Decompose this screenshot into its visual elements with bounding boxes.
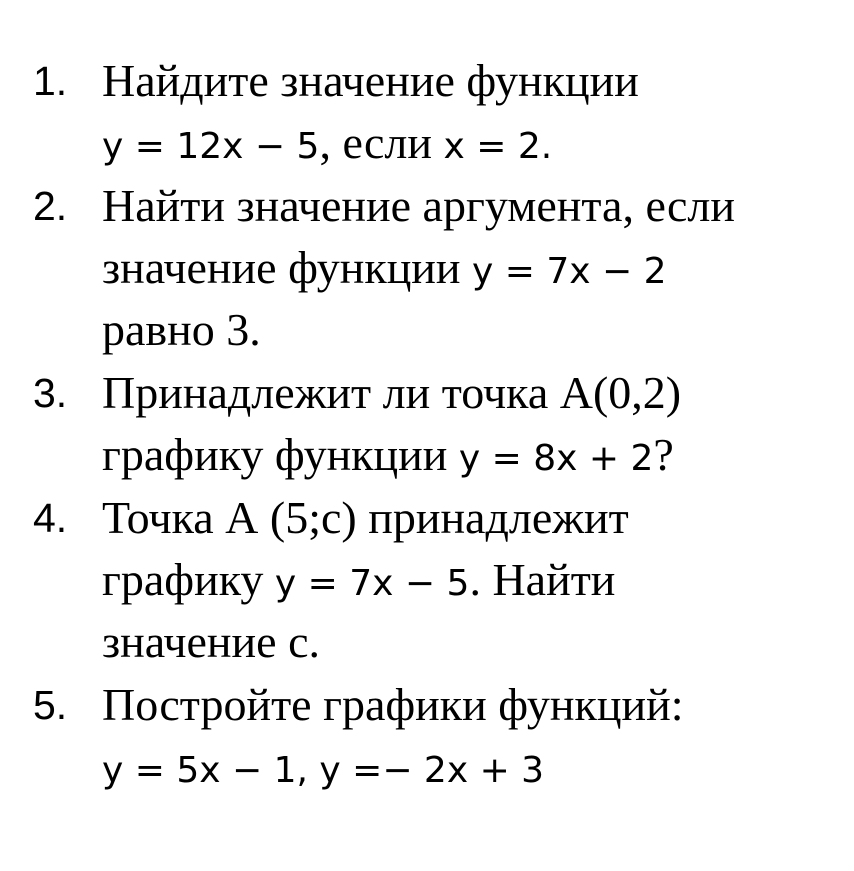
task-text-line	[102, 299, 854, 361]
task-text: Принадлежит ли точка А(0,2)	[102, 367, 682, 418]
task-number: 3.	[33, 370, 68, 416]
task-text-line	[102, 549, 854, 611]
task-text-line	[102, 674, 854, 736]
task-text-line	[102, 362, 854, 424]
task-text: равно 3.	[102, 304, 261, 355]
task-text-line	[102, 237, 854, 299]
task-number: 4.	[33, 495, 68, 541]
task-item	[0, 487, 854, 673]
formula: у = 12х − 5	[102, 126, 320, 167]
task-text: Постройте графики функций:	[102, 679, 684, 730]
task-number: 2.	[33, 183, 68, 229]
formula: у = 7х − 5	[274, 563, 470, 604]
task-item	[0, 50, 854, 174]
task-text-line	[102, 112, 854, 174]
task-text: . Найти	[469, 554, 616, 605]
task-text-line	[102, 175, 854, 237]
task-text-line	[102, 424, 854, 486]
task-text-line	[102, 487, 854, 549]
task-text: графику функции	[102, 429, 459, 480]
formula: х = 2.	[443, 126, 553, 167]
task-text-line	[102, 50, 854, 112]
task-text: , если	[319, 117, 444, 168]
formula: у = 5х − 1, у =− 2х + 3	[102, 750, 545, 791]
task-text: значение функции	[102, 242, 473, 293]
task-number: 5.	[33, 682, 68, 728]
task-text: графику	[102, 554, 275, 605]
task-text: ?	[653, 429, 674, 480]
task-text: Точка А (5;с) принадлежит	[102, 492, 629, 543]
task-text: значение с.	[102, 616, 320, 667]
task-number: 1.	[33, 58, 68, 104]
task-text-line	[102, 736, 854, 798]
task-text-line	[102, 611, 854, 673]
task-text: Найдите значение функции	[102, 55, 639, 106]
formula: у = 7х − 2	[472, 251, 667, 292]
formula: у = 8х + 2	[458, 438, 654, 479]
task-text: Найти значение аргумента, если	[102, 180, 735, 231]
task-item	[0, 674, 854, 798]
task-item	[0, 362, 854, 486]
task-item	[0, 175, 854, 361]
